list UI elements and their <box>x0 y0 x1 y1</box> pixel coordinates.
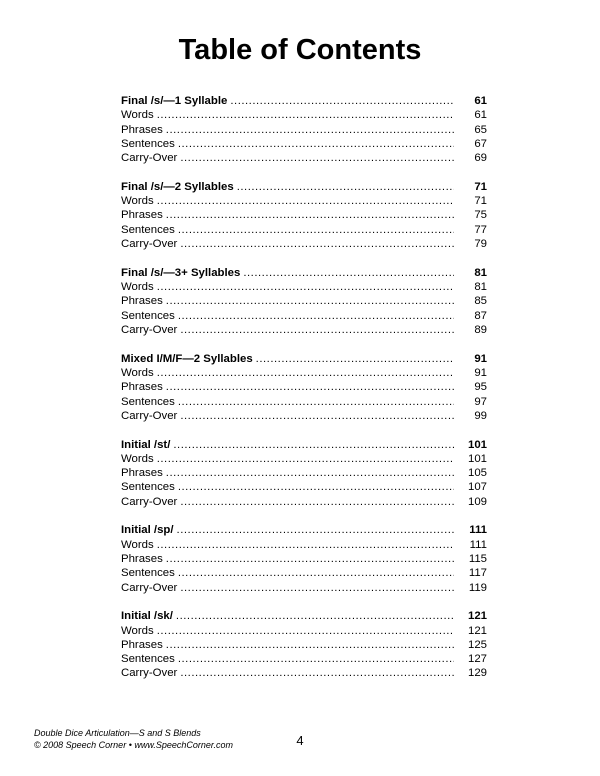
toc-entry <box>121 380 487 394</box>
toc-entry-label: Carry-Over <box>121 495 178 508</box>
dot-leader <box>166 294 454 308</box>
toc-entry-label: Final /s/—2 Syllables <box>121 180 234 193</box>
toc-entry <box>121 223 487 237</box>
toc-entry-label: Final /s/—3+ Syllables <box>121 266 241 279</box>
toc-section-heading <box>121 94 487 108</box>
dot-leader <box>166 638 454 652</box>
toc-entry <box>121 538 487 552</box>
toc-section <box>121 438 487 509</box>
toc-entry <box>121 480 487 494</box>
toc-entry-page: 119 <box>468 581 487 594</box>
toc-entry <box>121 395 487 409</box>
toc-section <box>121 180 487 251</box>
toc-entry <box>121 409 487 423</box>
toc-entry-label: Sentences <box>121 309 175 322</box>
toc-entry <box>121 151 487 165</box>
toc-entry-label: Mixed I/M/F—2 Syllables <box>121 352 253 365</box>
toc-entry <box>121 566 487 580</box>
dot-leader <box>178 652 454 666</box>
toc-entry <box>121 237 487 251</box>
toc-entry-label: Phrases <box>121 467 163 480</box>
dot-leader <box>177 523 454 537</box>
toc-entry-page: 115 <box>468 552 487 565</box>
toc-entry <box>121 108 487 122</box>
toc-entry-label: Sentences <box>121 395 175 408</box>
toc-entry-label: Phrases <box>121 209 163 222</box>
dot-leader <box>157 108 454 122</box>
toc-entry-label: Sentences <box>121 481 175 494</box>
toc-section-heading <box>121 438 487 452</box>
dot-leader <box>243 266 454 280</box>
toc-section <box>121 609 487 680</box>
toc-entry-page: 97 <box>474 395 487 408</box>
toc-entry <box>121 208 487 222</box>
toc-entry <box>121 466 487 480</box>
footer-book-title: Double Dice Articulation—S and S Blends <box>34 728 201 738</box>
toc-entry <box>121 323 487 337</box>
toc-entry-page: 121 <box>467 610 487 623</box>
toc-entry <box>121 280 487 294</box>
toc-entry-page: 91 <box>474 352 487 365</box>
toc-section-heading <box>121 352 487 366</box>
toc-entry-page: 101 <box>467 438 487 451</box>
dot-leader <box>166 466 454 480</box>
toc-entry-page: 125 <box>467 638 487 651</box>
dot-leader <box>176 609 454 623</box>
toc-entry-page: 65 <box>474 123 487 136</box>
toc-entry <box>121 294 487 308</box>
dot-leader <box>178 566 454 580</box>
dot-leader <box>178 223 454 237</box>
toc-entry-label: Carry-Over <box>121 152 178 165</box>
toc-entry-label: Phrases <box>121 381 163 394</box>
toc-entry-label: Words <box>121 109 154 122</box>
toc-entry-label: Phrases <box>121 552 163 565</box>
toc-section <box>121 266 487 337</box>
dot-leader <box>256 352 454 366</box>
toc-entry <box>121 624 487 638</box>
toc-entry-page: 71 <box>474 195 487 208</box>
toc-entry-page: 127 <box>467 653 487 666</box>
toc-entry <box>121 495 487 509</box>
toc-entry-page: 101 <box>467 452 487 465</box>
dot-leader <box>180 495 454 509</box>
toc-entry-page: 85 <box>474 295 487 308</box>
toc-section <box>121 523 487 594</box>
toc-entry-page: 79 <box>474 238 487 251</box>
toc-entry-page: 109 <box>467 495 487 508</box>
dot-leader <box>157 624 454 638</box>
page-number: 4 <box>296 733 304 748</box>
dot-leader <box>166 123 454 137</box>
toc-entry-label: Phrases <box>121 295 163 308</box>
dot-leader <box>178 480 454 494</box>
toc-section <box>121 352 487 423</box>
toc-entry-page: 61 <box>474 109 487 122</box>
toc-entry-label: Sentences <box>121 653 175 666</box>
toc-entry <box>121 137 487 151</box>
toc-entry-page: 129 <box>467 667 487 680</box>
toc-entry-label: Initial /st/ <box>121 438 171 451</box>
dot-leader <box>173 438 454 452</box>
dot-leader <box>180 409 454 423</box>
toc-entry-label: Phrases <box>121 123 163 136</box>
toc-entry <box>121 194 487 208</box>
dot-leader <box>166 208 454 222</box>
toc-entry-page: 69 <box>474 152 487 165</box>
toc-entry <box>121 452 487 466</box>
toc-entry <box>121 581 487 595</box>
toc-entry-label: Initial /sk/ <box>121 610 173 623</box>
toc-entry-page: 67 <box>474 137 487 150</box>
dot-leader <box>166 380 454 394</box>
toc-entry-label: Sentences <box>121 223 175 236</box>
toc-entry-page: 107 <box>467 481 487 494</box>
toc-entry <box>121 552 487 566</box>
toc-entry-page: 61 <box>474 95 487 107</box>
toc-entry-page: 81 <box>474 266 487 279</box>
toc-entry-label: Phrases <box>121 638 163 651</box>
toc-entry-page: 105 <box>467 467 487 480</box>
toc-entry-label: Words <box>121 452 154 465</box>
toc-section-heading <box>121 523 487 537</box>
toc-section-heading <box>121 609 487 623</box>
toc-entry-label: Sentences <box>121 567 175 580</box>
dot-leader <box>157 538 454 552</box>
toc-entry-label: Words <box>121 538 154 551</box>
toc-entry-label: Sentences <box>121 137 175 150</box>
toc-entry-page: 89 <box>474 323 487 336</box>
toc-entry-label: Carry-Over <box>121 667 178 680</box>
toc-section-heading <box>121 180 487 194</box>
dot-leader <box>180 151 454 165</box>
dot-leader <box>180 666 454 680</box>
toc-entry <box>121 309 487 323</box>
toc-entry-page: 95 <box>474 381 487 394</box>
dot-leader <box>157 280 454 294</box>
toc-entry-page: 77 <box>474 223 487 236</box>
toc-entry-label: Initial /sp/ <box>121 524 174 537</box>
dot-leader <box>157 452 454 466</box>
toc-entry-page: 99 <box>474 409 487 422</box>
toc-entry-page: 81 <box>474 281 487 294</box>
toc-entry-label: Final /s/—1 Syllable <box>121 95 228 107</box>
toc-entry <box>121 366 487 380</box>
toc-entry-page: 117 <box>468 567 487 580</box>
toc-entry <box>121 638 487 652</box>
toc-entry-page: 91 <box>474 366 487 379</box>
footer-copyright: © 2008 Speech Corner • www.SpeechCorner.com <box>34 740 234 750</box>
toc-section-heading <box>121 266 487 280</box>
dot-leader <box>178 137 454 151</box>
toc-entry-label: Words <box>121 624 154 637</box>
toc-entry-page: 87 <box>474 309 487 322</box>
table-of-contents <box>121 94 487 695</box>
dot-leader <box>157 194 454 208</box>
toc-section <box>121 94 487 165</box>
toc-entry-label: Carry-Over <box>121 323 178 336</box>
toc-entry-label: Words <box>121 195 154 208</box>
dot-leader <box>178 395 454 409</box>
toc-entry-page: 71 <box>474 180 487 193</box>
toc-entry <box>121 123 487 137</box>
page-title: Table of Contents <box>178 34 422 66</box>
toc-entry-page: 121 <box>467 624 487 637</box>
toc-entry-page: 111 <box>469 538 487 551</box>
dot-leader <box>180 323 454 337</box>
dot-leader <box>166 552 454 566</box>
toc-entry-label: Carry-Over <box>121 409 178 422</box>
dot-leader <box>237 180 454 194</box>
toc-entry <box>121 652 487 666</box>
dot-leader <box>230 94 454 108</box>
toc-entry-label: Carry-Over <box>121 581 178 594</box>
dot-leader <box>180 581 454 595</box>
toc-entry <box>121 666 487 680</box>
dot-leader <box>178 309 454 323</box>
toc-entry-page: 111 <box>469 524 487 537</box>
dot-leader <box>157 366 454 380</box>
toc-entry-label: Words <box>121 366 154 379</box>
dot-leader <box>180 237 454 251</box>
toc-entry-page: 75 <box>474 209 487 222</box>
toc-entry-label: Words <box>121 281 154 294</box>
toc-entry-label: Carry-Over <box>121 238 178 251</box>
